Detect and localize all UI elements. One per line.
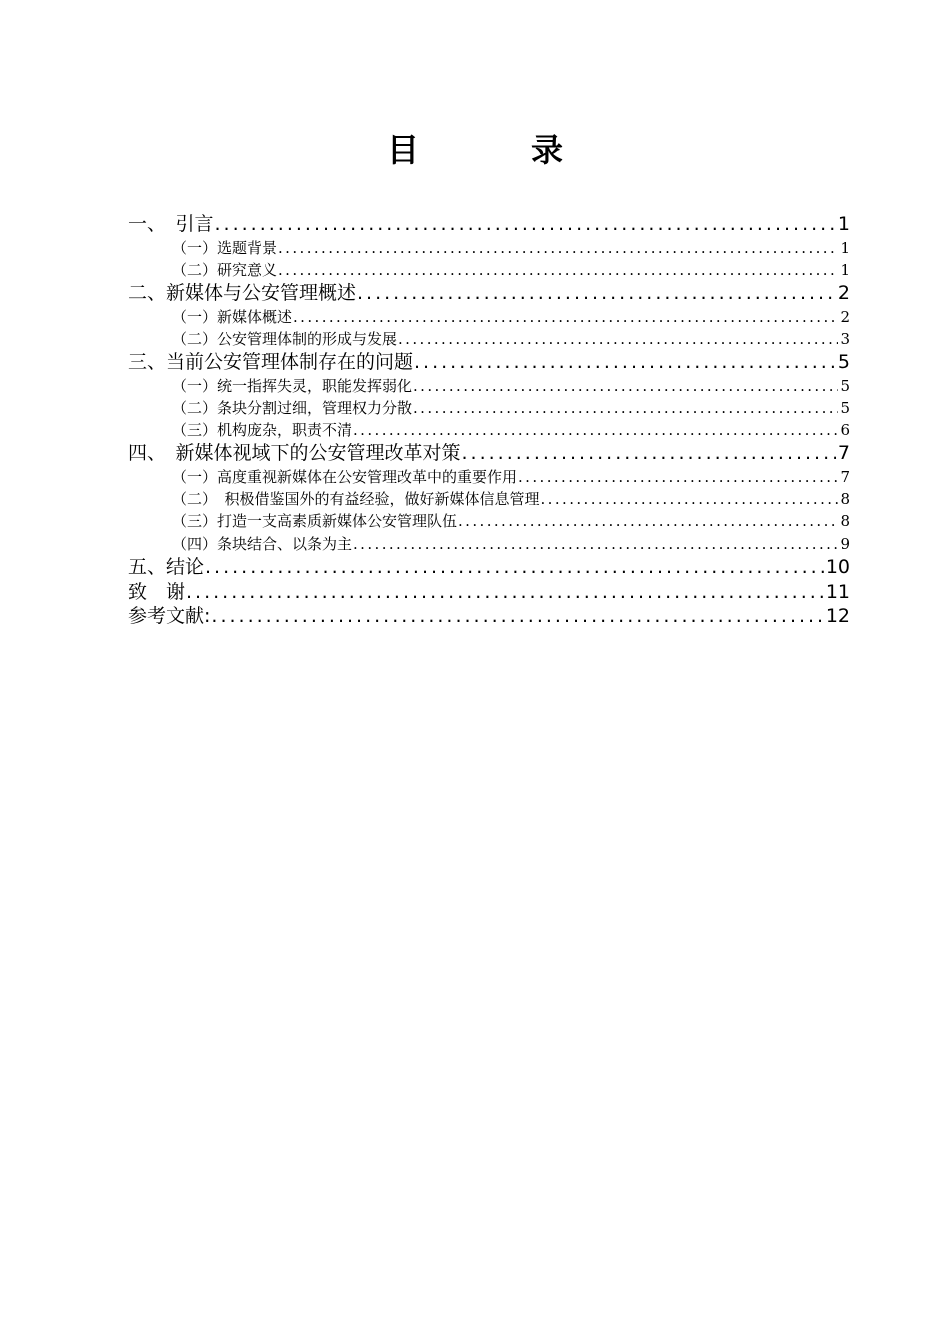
toc-section-entry[interactable] xyxy=(128,533,850,555)
toc-entry-title: 五、结论 xyxy=(128,555,205,578)
toc-page-number: 1 xyxy=(840,260,850,279)
toc-section-entry[interactable] xyxy=(128,510,850,532)
toc-page-number: 3 xyxy=(840,329,850,348)
toc-page-number: 7 xyxy=(837,442,850,465)
toc-entry-title: 参考文献: xyxy=(128,605,211,628)
toc-entry-title: （二）条块分割过细，管理权力分散 xyxy=(172,399,413,417)
toc-section-entry[interactable] xyxy=(128,488,850,510)
toc-dot-leader xyxy=(462,441,836,466)
toc-section-entry[interactable] xyxy=(128,237,850,259)
toc-entry-title: 四、 新媒体视域下的公安管理改革对策 xyxy=(128,442,461,465)
toc-page-number: 6 xyxy=(840,421,850,440)
toc-dot-leader xyxy=(353,419,838,441)
page-title: 目 录 xyxy=(386,131,603,169)
toc-entry-title: 二、新媒体与公安管理概述 xyxy=(128,282,357,305)
toc-dot-leader xyxy=(278,259,838,281)
toc-page-number: 12 xyxy=(825,605,850,628)
toc-dot-leader xyxy=(414,350,836,375)
toc-dot-leader xyxy=(413,375,838,397)
toc-section-entry[interactable] xyxy=(128,328,850,350)
toc-entry-title: （一）新媒体概述 xyxy=(172,307,293,326)
table-of-contents xyxy=(128,212,850,629)
toc-dot-leader xyxy=(186,580,824,605)
toc-dot-leader xyxy=(398,328,838,350)
toc-section-entry[interactable] xyxy=(128,466,850,488)
toc-page-number: 10 xyxy=(825,555,850,578)
toc-page-number: 2 xyxy=(837,282,850,305)
toc-section-entry[interactable] xyxy=(128,375,850,397)
toc-page-number: 7 xyxy=(840,468,850,487)
toc-dot-leader xyxy=(518,466,838,488)
toc-entry-title: （三）打造一支高素质新媒体公安管理队伍 xyxy=(172,512,458,531)
toc-dot-leader xyxy=(205,555,824,580)
toc-page-number: 5 xyxy=(840,399,850,417)
toc-page-number: 11 xyxy=(825,580,850,603)
toc-section-entry[interactable] xyxy=(128,259,850,281)
toc-entry-title: （二）研究意义 xyxy=(172,260,278,279)
toc-page-number: 1 xyxy=(840,238,850,257)
toc-entry-title: （二）公安管理体制的形成与发展 xyxy=(172,329,398,348)
toc-chapter-entry[interactable] xyxy=(128,604,850,629)
toc-page-number: 5 xyxy=(837,351,850,374)
toc-entry-title: 致 谢 xyxy=(128,580,186,603)
toc-dot-leader xyxy=(458,510,838,532)
toc-dot-leader xyxy=(413,397,838,419)
toc-page-number: 8 xyxy=(840,490,850,509)
toc-chapter-entry[interactable] xyxy=(128,350,850,375)
toc-entry-title: （一）选题背景 xyxy=(172,238,278,257)
toc-dot-leader xyxy=(353,533,838,555)
toc-page-number: 5 xyxy=(840,376,850,395)
toc-page-number: 1 xyxy=(837,213,850,235)
toc-entry-title: （二） 积极借鉴国外的有益经验，做好新媒体信息管理 xyxy=(172,490,540,509)
toc-dot-leader xyxy=(541,488,839,510)
toc-chapter-entry[interactable] xyxy=(128,441,850,466)
toc-page-number: 9 xyxy=(840,534,850,553)
toc-chapter-entry[interactable] xyxy=(128,281,850,306)
toc-dot-leader xyxy=(215,212,836,237)
toc-section-entry[interactable] xyxy=(128,306,850,328)
toc-dot-leader xyxy=(211,604,823,629)
toc-page-number: 2 xyxy=(840,307,850,326)
toc-dot-leader xyxy=(357,281,836,306)
toc-dot-leader xyxy=(278,237,838,259)
toc-entry-title: （三）机构庞杂，职责不清 xyxy=(172,421,353,440)
toc-chapter-entry[interactable] xyxy=(128,555,850,580)
toc-section-entry[interactable] xyxy=(128,419,850,441)
toc-chapter-entry[interactable] xyxy=(128,580,850,605)
toc-dot-leader xyxy=(293,306,838,328)
toc-entry-title: 三、当前公安管理体制存在的问题 xyxy=(128,351,414,374)
toc-entry-title: （一）高度重视新媒体在公安管理改革中的重要作用 xyxy=(172,468,518,487)
toc-section-entry[interactable] xyxy=(128,397,850,419)
toc-entry-title: 一、 引言 xyxy=(128,213,214,235)
toc-entry-title: （一）统一指挥失灵，职能发挥弱化 xyxy=(172,376,413,395)
toc-page-number: 8 xyxy=(840,512,850,531)
toc-entry-title: （四）条块结合、以条为主 xyxy=(172,534,353,553)
toc-chapter-entry[interactable] xyxy=(128,212,850,237)
